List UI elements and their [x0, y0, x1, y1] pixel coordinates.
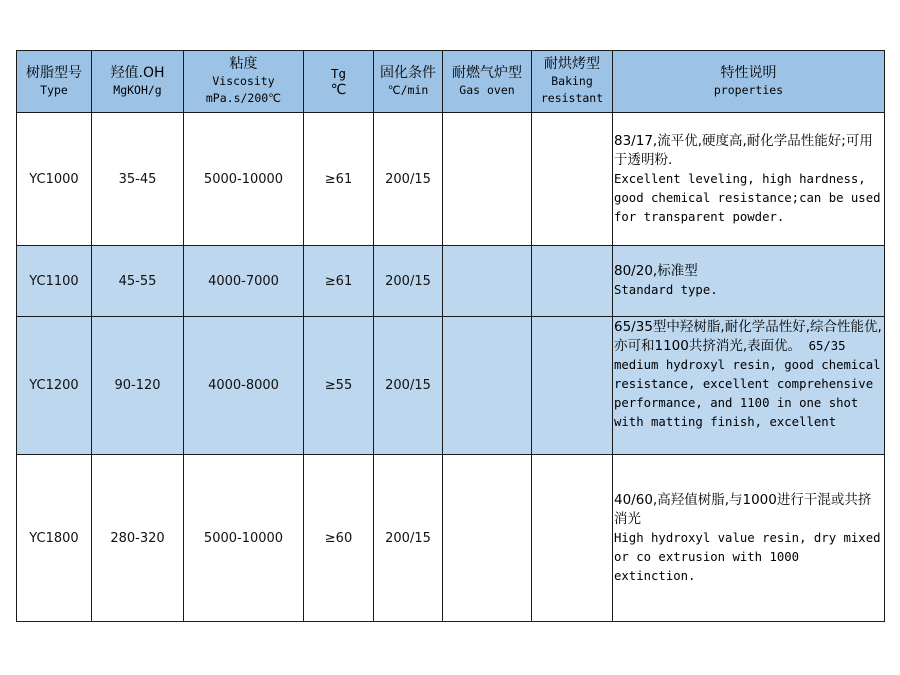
properties-clip	[614, 318, 884, 454]
table-row	[17, 246, 885, 317]
properties-zh: 80/20,标准型	[614, 263, 698, 279]
header-type	[17, 51, 92, 113]
cell-cure: 200/15	[374, 317, 443, 455]
header-type-zh: 树脂型号	[26, 64, 82, 81]
header-properties-en: properties	[713, 82, 784, 97]
cell-baking	[532, 455, 613, 622]
header-viscosity-unit: mPa.s/200℃	[205, 91, 282, 105]
cell-hydroxyl: 35-45	[92, 113, 184, 246]
resin-spec-table	[16, 50, 885, 622]
header-properties-zh: 特性说明	[720, 64, 777, 81]
header-cure-zh: 固化条件	[380, 64, 436, 81]
header-cure-en: ℃/min	[387, 82, 429, 97]
header-gas-oven	[443, 51, 532, 113]
cell-hydroxyl: 280-320	[92, 455, 184, 622]
cell-viscosity: 4000-8000	[184, 317, 304, 455]
properties-en: 65/35 medium hydroxyl resin, good chemical resistance, excellent comprehensive performance, and 1100 in one shot with matting finish, excellent	[614, 338, 881, 429]
cell-tg: ≥61	[304, 246, 374, 317]
cell-properties	[613, 246, 885, 317]
cell-viscosity: 5000-10000	[184, 113, 304, 246]
cell-tg: ≥60	[304, 455, 374, 622]
header-viscosity-en: Viscosity	[212, 74, 275, 88]
cell-type: YC1200	[17, 317, 92, 455]
cell-properties	[613, 113, 885, 246]
header-baking-zh: 耐烘烤型	[544, 56, 600, 72]
cell-type: YC1800	[17, 455, 92, 622]
properties-zh: 40/60,高羟值树脂,与1000进行干混或共挤消光	[614, 491, 872, 527]
header-cure	[374, 51, 443, 113]
cell-baking	[532, 317, 613, 455]
header-baking-en2: resistant	[540, 91, 604, 105]
cell-gas-oven	[443, 317, 532, 455]
cell-viscosity: 4000-7000	[184, 246, 304, 317]
header-gas-oven-en: Gas oven	[459, 82, 515, 97]
header-viscosity	[184, 51, 304, 113]
header-tg	[304, 51, 374, 113]
properties-en: Excellent leveling, high hardness, good chemical resistance;can be used for transparent powder.	[614, 171, 881, 224]
properties-en: High hydroxyl value resin, dry mixed or co extrusion with 1000 extinction.	[614, 530, 881, 583]
cell-cure: 200/15	[374, 113, 443, 246]
cell-tg: ≥55	[304, 317, 374, 455]
header-tg-label: Tg	[330, 65, 347, 81]
header-baking	[532, 51, 613, 113]
header-hydroxyl-zh: 羟值.OH	[110, 64, 165, 81]
cell-hydroxyl: 45-55	[92, 246, 184, 317]
cell-baking	[532, 246, 613, 317]
cell-cure: 200/15	[374, 455, 443, 622]
table-row	[17, 455, 885, 622]
header-baking-en: Baking	[551, 74, 593, 88]
header-gas-oven-zh: 耐燃气炉型	[452, 64, 522, 81]
header-hydroxyl-en: MgKOH/g	[113, 82, 162, 97]
cell-gas-oven	[443, 455, 532, 622]
cell-gas-oven	[443, 246, 532, 317]
header-type-en: Type	[40, 82, 68, 97]
cell-gas-oven	[443, 113, 532, 246]
cell-tg: ≥61	[304, 113, 374, 246]
cell-hydroxyl: 90-120	[92, 317, 184, 455]
properties-zh: 65/35型中羟树脂,耐化学品性好,综合性能优,亦可和1100共挤消光,表面优。	[614, 318, 882, 354]
cell-cure: 200/15	[374, 246, 443, 317]
cell-viscosity: 5000-10000	[184, 455, 304, 622]
table-row	[17, 317, 885, 455]
cell-type: YC1000	[17, 113, 92, 246]
header-viscosity-zh: 粘度	[229, 56, 258, 72]
cell-properties	[613, 317, 885, 455]
header-properties	[613, 51, 885, 113]
header-tg-unit: ℃	[330, 81, 347, 98]
header-row	[17, 51, 885, 113]
table-row	[17, 113, 885, 246]
cell-type: YC1100	[17, 246, 92, 317]
properties-zh: 83/17,流平优,硬度高,耐化学品性能好;可用于透明粉.	[614, 132, 873, 168]
cell-properties	[613, 455, 885, 622]
cell-baking	[532, 113, 613, 246]
properties-en: Standard type.	[614, 283, 718, 297]
header-hydroxyl	[92, 51, 184, 113]
